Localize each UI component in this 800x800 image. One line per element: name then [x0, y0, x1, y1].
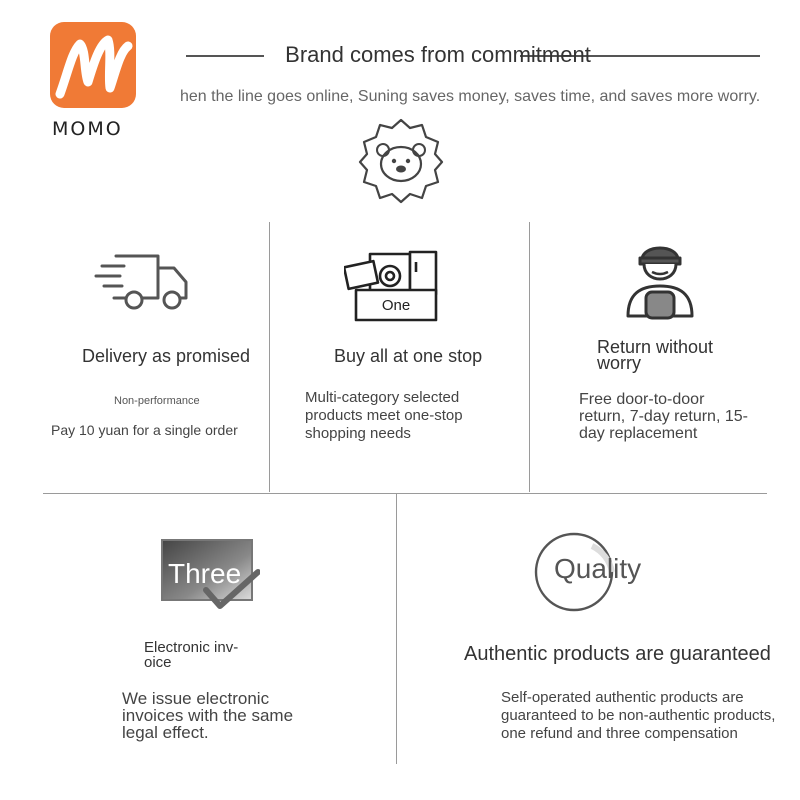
invoice-icon — [160, 538, 260, 615]
logo-text: MOMO — [52, 118, 123, 140]
feature-desc-delivery: Pay 10 yuan for a single order — [51, 422, 238, 438]
grid-divider — [269, 222, 270, 492]
feature-desc-quality: Self-operated authentic products are guaranteed to be non-authentic products, one refund and three compensation — [501, 689, 776, 742]
appliances-box-label: One — [381, 297, 411, 314]
quality-seal-icon — [534, 532, 642, 619]
invoice-icon-label: Three — [168, 558, 242, 589]
delivery-person-icon — [622, 238, 698, 329]
feature-title-invoice: Electronic inv-oice — [144, 639, 239, 671]
grid-divider — [43, 493, 767, 494]
feature-desc-onestop: Multi-category selected products meet one-stop shopping needs — [305, 389, 463, 442]
page-title: Brand comes from commitment — [285, 42, 591, 67]
truck-icon — [94, 250, 190, 319]
grid-divider — [529, 222, 530, 492]
feature-title-onestop: Buy all at one stop — [334, 346, 483, 366]
appliances-icon — [344, 248, 440, 329]
page-subtitle: hen the line goes online, Suning saves money, saves time, and saves more worry. — [180, 88, 761, 105]
quality-icon-label: Quality — [554, 553, 642, 584]
bear-face-icon — [356, 116, 446, 206]
feature-title-return: Return without worry — [597, 337, 714, 373]
feature-note-delivery: Non-performance — [114, 395, 200, 407]
feature-title-delivery: Delivery as promised — [82, 346, 251, 366]
feature-title-quality: Authentic products are guaranteed — [464, 643, 771, 665]
feature-desc-return: Free door-to-door return, 7-day return, 15-day replacement — [579, 391, 748, 442]
feature-desc-invoice: We issue electronic invoices with the same legal effect. — [122, 689, 294, 742]
grid-divider — [396, 494, 397, 764]
